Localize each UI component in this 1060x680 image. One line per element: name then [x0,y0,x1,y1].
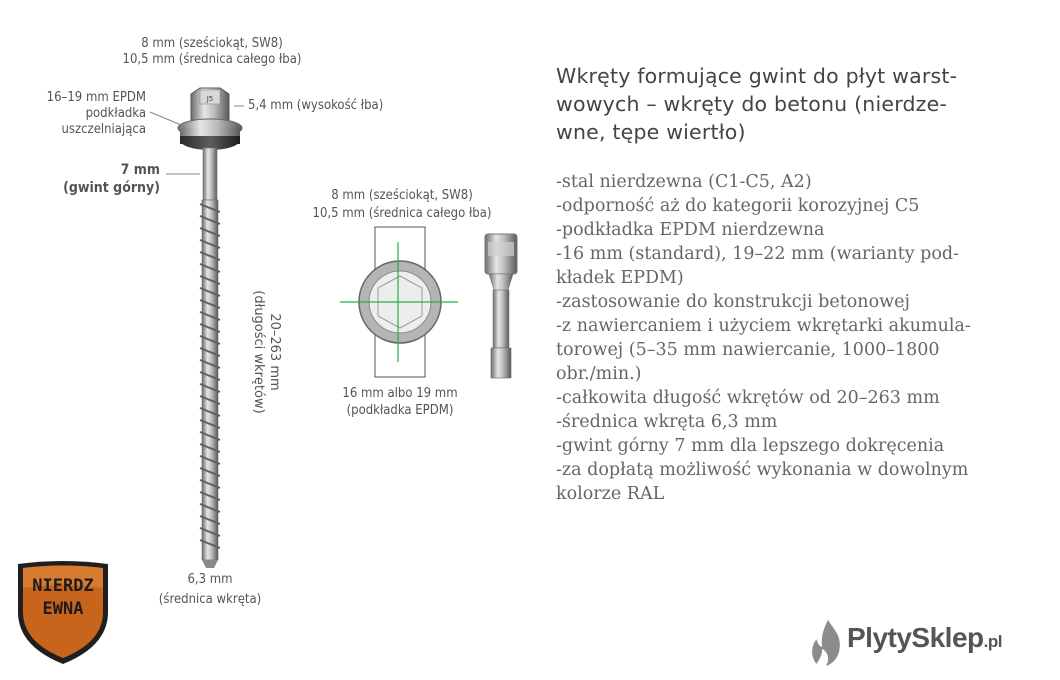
detail-washer-label-2: (podkładka EPDM) [346,403,454,418]
badge-line-2: EWNA [42,599,84,619]
logo-name: PlytySklep [847,622,984,653]
diameter-label-1: 6,3 mm [187,572,233,587]
spec-item: -podkładka EPDM nierdzewna [556,220,825,240]
spec-item: -zastosowanie do konstrukcji betonowej [556,292,910,312]
spec-item: -odporność aż do kategorii korozyjnej C5 [556,196,920,216]
head-diameter-label: 10,5 mm (średnica całego łba) [122,52,302,67]
spec-item: -za dopłatą możliwość wykonania w dowolnym kolorze RAL [556,460,969,504]
spec-item: -gwint górny 7 mm dla lepszego dokręcenia [556,436,945,456]
spec-list [556,170,1026,506]
flame-icon [808,618,848,668]
stainless-badge [14,558,112,668]
upper-thread-label-2: (gwint górny) [63,180,160,196]
spec-item: -z nawiercaniem i użyciem wkrętarki akumula- torowej (5–35 mm nawiercanie, 1000–1800 obr./min.) [556,316,971,384]
diameter-label-2: (średnica wkręta) [158,592,262,607]
spec-item: -16 mm (standard), 19–22 mm (warianty pod- kładek EPDM) [556,244,960,288]
product-title: Wkręty formujące gwint do płyt warst- wowych – wkręty do betonu (nierdze- wne, tępe wiertło) [556,64,958,144]
logo-suffix: .pl [983,632,1002,651]
washer-label-2: podkładka [85,106,146,121]
washer-label-1: 16–19 mm EPDM [46,90,146,105]
spec-item: -średnica wkręta 6,3 mm [556,412,778,432]
length-label [250,282,282,422]
washer-label-3: uszczelniająca [61,122,146,137]
upper-thread-label-1: 7 mm [120,162,160,178]
detail-washer-label-1: 16 mm albo 19 mm [342,386,458,401]
head-hex-label: 8 mm (sześciokąt, SW8) [141,36,283,51]
socket-bit-image [478,232,524,382]
head-height-label: 5,4 mm (wysokość łba) [248,98,384,113]
detail-hex-label: 8 mm (sześciokąt, SW8) [331,188,473,203]
detail-head-diameter-label: 10,5 mm (średnica całego łba) [312,206,492,221]
length-label-2: (długości wkrętów) [251,290,266,414]
spec-item: -całkowita długość wkrętów od 20–263 mm [556,388,940,408]
badge-line-1: NIERDZ [32,576,94,596]
spec-item: -stal nierdzewna (C1-C5, A2) [556,172,812,192]
length-label-1: 20–263 mm [267,313,282,391]
head-marking: J5 [206,95,214,103]
head-top-view-diagram [340,222,460,382]
site-logo[interactable] [847,622,1002,654]
